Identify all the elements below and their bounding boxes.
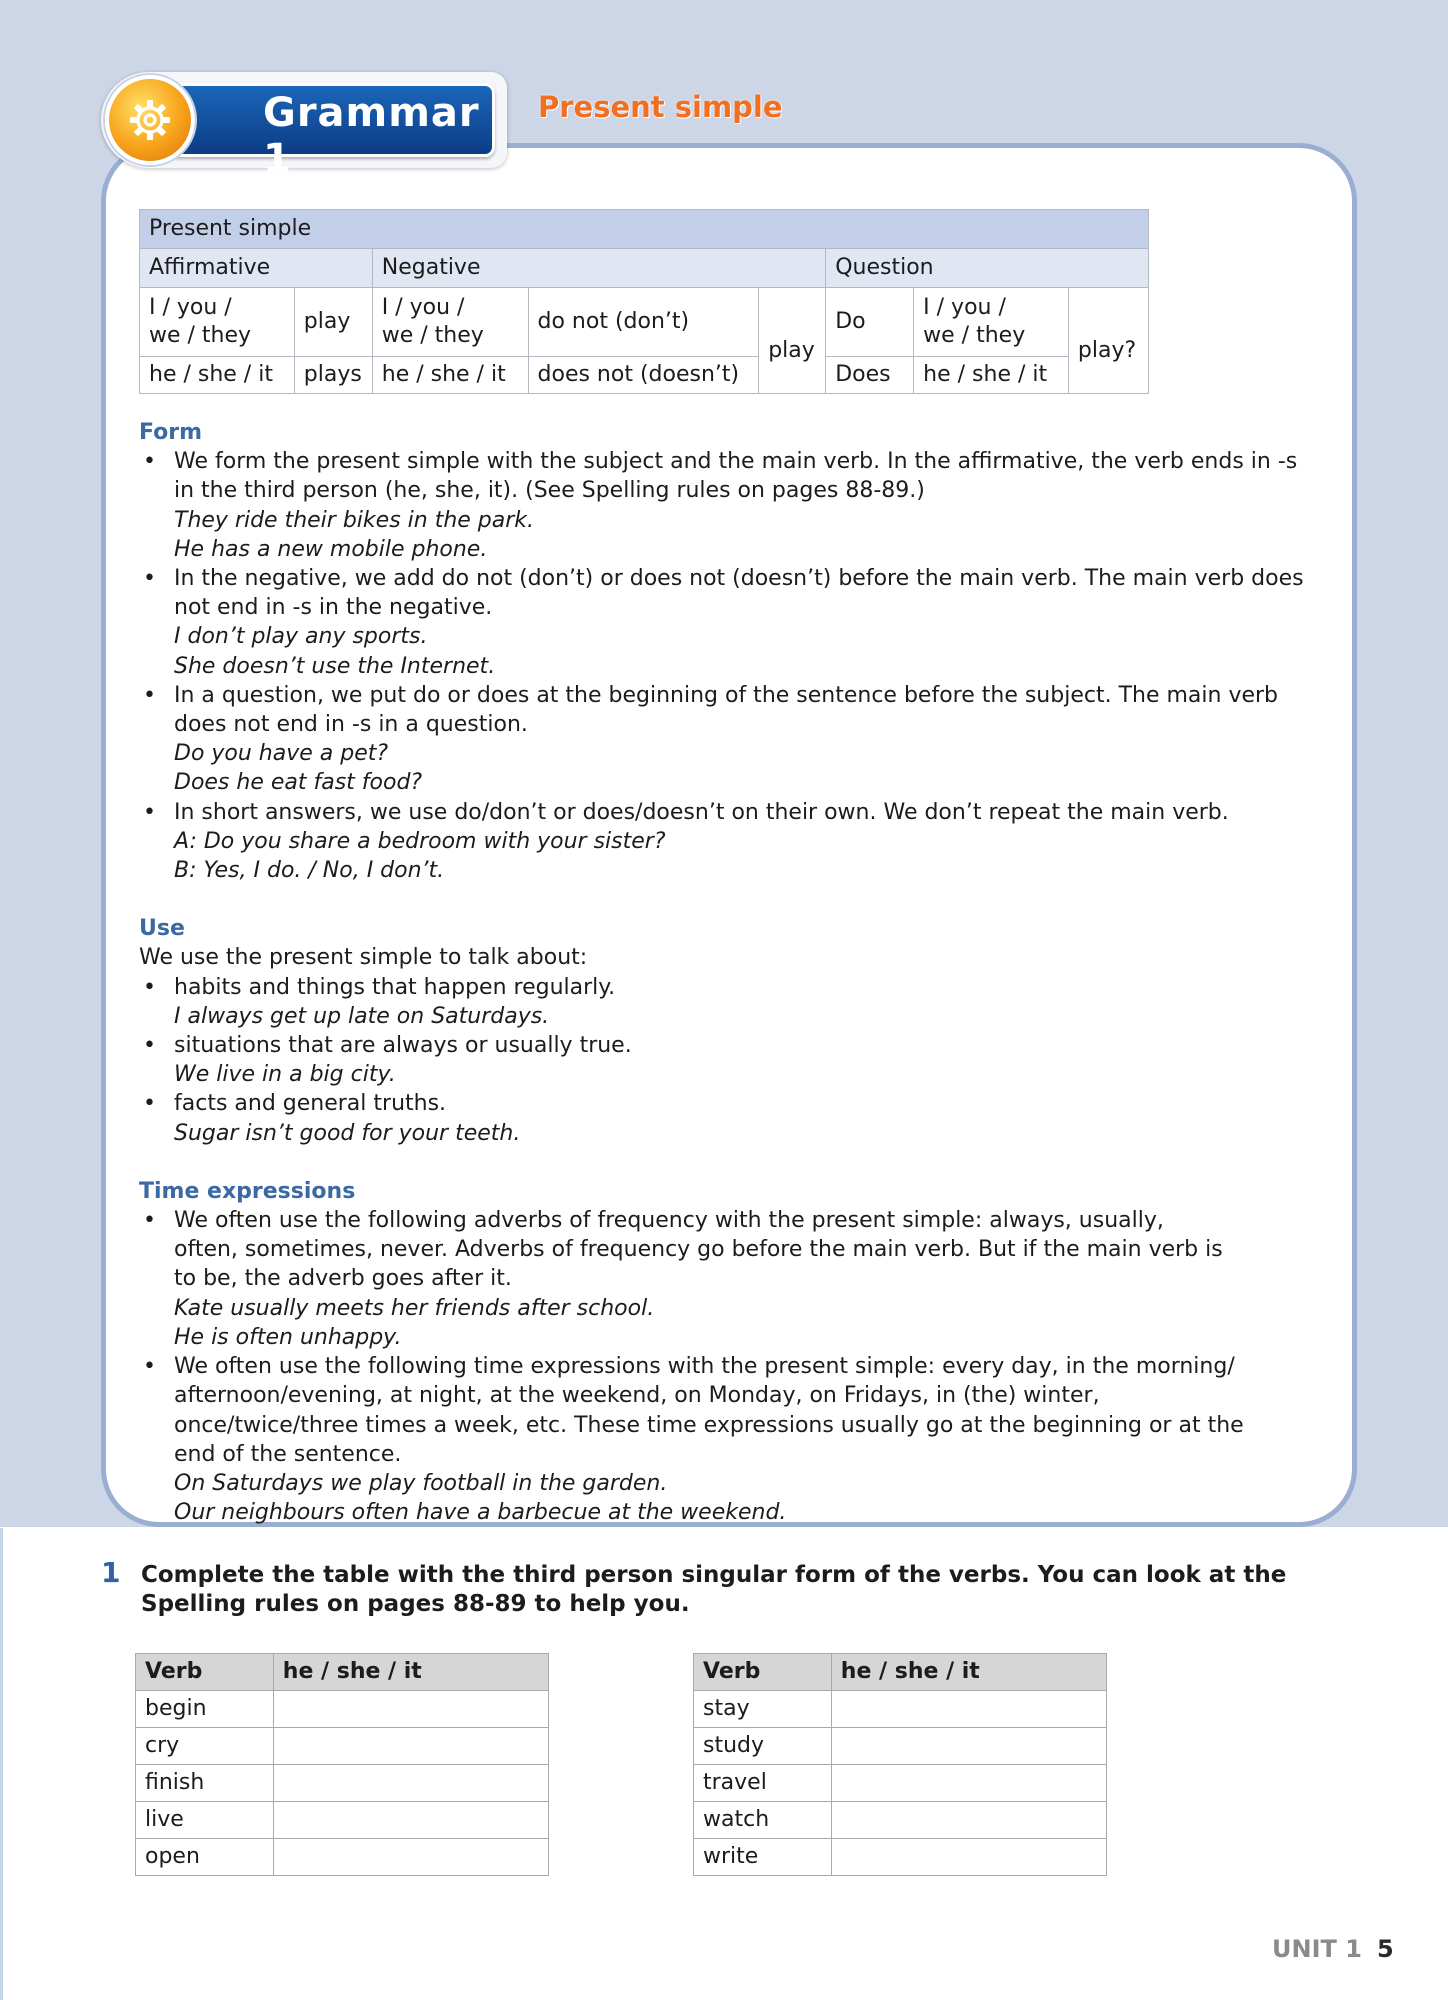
aff-verb-1: play xyxy=(294,288,372,357)
use-bullet-2: • situations that are always or usually true. xyxy=(139,1031,1309,1060)
page-edge-line xyxy=(0,1528,3,2000)
form-bullet-1: • We form the present simple with the subject and the main verb. In the affirmative, the verb ends in -s in the third person (he, she, it). (See Spelling rules on pages 88-89.) xyxy=(139,447,1309,505)
col-he-she-it: he / she / it xyxy=(273,1654,548,1691)
table-row xyxy=(136,1839,549,1876)
grammar-explanation xyxy=(139,418,1309,1527)
form-example: They ride their bikes in the park. xyxy=(174,507,535,533)
q-aux-1: Do xyxy=(826,288,914,357)
verb-cell: open xyxy=(136,1839,274,1876)
time-example: Kate usually meets her friends after school. xyxy=(174,1295,655,1321)
time-example: On Saturdays we play football in the garden. xyxy=(174,1470,668,1496)
answer-cell[interactable] xyxy=(831,1839,1106,1876)
table-row xyxy=(136,1802,549,1839)
time-heading: Time expressions xyxy=(139,1178,356,1204)
verb-cell: begin xyxy=(136,1691,274,1728)
table-row xyxy=(136,1765,549,1802)
table-row xyxy=(136,1691,549,1728)
answer-cell[interactable] xyxy=(273,1691,548,1728)
badge-title: Grammar 1 xyxy=(263,90,480,182)
use-heading: Use xyxy=(139,916,185,942)
verb-cell: travel xyxy=(694,1765,832,1802)
page-number: 5 xyxy=(1377,1935,1394,1963)
neg-aux-1: do not (don’t) xyxy=(528,288,759,357)
form-bullet-4: • In short answers, we use do/don’t or does/doesn’t on their own. We don’t repeat the main verb. xyxy=(139,798,1309,827)
time-bullet-1: • We often use the following adverbs of frequency with the present simple: always, usually, often, sometimes, never. Adverbs of frequency go before the main verb. But if the main verb is to be, the adverb goes after it. xyxy=(139,1206,1234,1294)
verb-cell: live xyxy=(136,1802,274,1839)
answer-cell[interactable] xyxy=(273,1728,548,1765)
verb-cell: study xyxy=(694,1728,832,1765)
col-verb: Verb xyxy=(136,1654,274,1691)
table-title: Present simple xyxy=(140,210,1149,249)
table-row xyxy=(136,1728,549,1765)
answer-cell[interactable] xyxy=(273,1802,548,1839)
form-example: B: Yes, I do. / No, I don’t. xyxy=(174,858,445,884)
form-example: I don’t play any sports. xyxy=(174,624,428,650)
time-example: He is often unhappy. xyxy=(174,1324,402,1350)
answer-cell[interactable] xyxy=(831,1802,1106,1839)
neg-verb: play xyxy=(759,288,826,394)
gear-icon xyxy=(127,97,173,143)
unit-label: UNIT 1 xyxy=(1272,1935,1362,1963)
aff-verb-2: plays xyxy=(294,357,372,394)
section-subtitle: Present simple xyxy=(538,90,783,124)
q-subject-2: he / she / it xyxy=(914,357,1069,394)
neg-subject-2: he / she / it xyxy=(372,357,528,394)
exercise-instruction: Complete the table with the third person singular form of the verbs. You can look at the Spelling rules on pages 88-89 to help you. xyxy=(141,1562,1287,1617)
form-bullet-2: • In the negative, we add do not (don’t) or does not (doesn’t) before the main verb. The main verb does not end in -s in the negative. xyxy=(139,564,1309,622)
col-verb: Verb xyxy=(694,1654,832,1691)
answer-cell[interactable] xyxy=(273,1765,548,1802)
answer-cell[interactable] xyxy=(831,1765,1106,1802)
form-example: She doesn’t use the Internet. xyxy=(174,653,496,679)
table-row xyxy=(694,1728,1107,1765)
use-example: Sugar isn’t good for your teeth. xyxy=(174,1120,521,1146)
verb-cell: cry xyxy=(136,1728,274,1765)
verb-cell: stay xyxy=(694,1691,832,1728)
verb-cell: finish xyxy=(136,1765,274,1802)
verb-cell: write xyxy=(694,1839,832,1876)
exercise-table-left xyxy=(135,1653,549,1876)
answer-cell[interactable] xyxy=(831,1691,1106,1728)
form-example: A: Do you share a bedroom with your sister? xyxy=(174,828,666,854)
use-example: I always get up late on Saturdays. xyxy=(174,1003,550,1029)
answer-cell[interactable] xyxy=(831,1728,1106,1765)
time-example: Our neighbours often have a barbecue at the weekend. xyxy=(174,1500,787,1526)
time-bullet-2: • We often use the following time expressions with the present simple: every day, in the morning/ afternoon/evening, at night, at the weekend, on Monday, on Fridays, in (the) winter, once/twice/three times a week, etc. These time expressions usually go at the beginning or at the end of the sentence. xyxy=(139,1352,1284,1469)
q-aux-2: Does xyxy=(826,357,914,394)
use-bullet-1: • habits and things that happen regularly. xyxy=(139,973,1309,1002)
table-row xyxy=(694,1765,1107,1802)
use-intro: We use the present simple to talk about: xyxy=(139,945,588,971)
exercise-number: 1 xyxy=(101,1556,121,1589)
exercise-table-right xyxy=(693,1653,1107,1876)
form-example: Do you have a pet? xyxy=(174,741,389,767)
form-heading: Form xyxy=(139,420,203,445)
form-example: Does he eat fast food? xyxy=(174,770,423,796)
aff-subject-1: I / you / we / they xyxy=(140,288,295,357)
aff-subject-2: he / she / it xyxy=(140,357,295,394)
table-row xyxy=(694,1691,1107,1728)
answer-cell[interactable] xyxy=(273,1839,548,1876)
badge-circle xyxy=(105,75,195,165)
use-example: We live in a big city. xyxy=(174,1062,396,1088)
col-negative: Negative xyxy=(372,249,825,288)
col-affirmative: Affirmative xyxy=(140,249,373,288)
col-he-she-it: he / she / it xyxy=(831,1654,1106,1691)
table-row xyxy=(694,1839,1107,1876)
neg-aux-2: does not (doesn’t) xyxy=(528,357,759,394)
q-verb: play? xyxy=(1068,288,1148,394)
grammar-badge xyxy=(101,72,507,182)
table-row xyxy=(694,1802,1107,1839)
use-bullet-3: • facts and general truths. xyxy=(139,1089,1309,1118)
form-bullet-3: • In a question, we put do or does at the beginning of the sentence before the subject. The main verb does not end in -s in a question. xyxy=(139,681,1309,739)
form-example: He has a new mobile phone. xyxy=(174,536,488,562)
present-simple-table xyxy=(139,209,1149,394)
q-subject-1: I / you / we / they xyxy=(914,288,1069,357)
neg-subject-1: I / you / we / they xyxy=(372,288,528,357)
verb-cell: watch xyxy=(694,1802,832,1839)
col-question: Question xyxy=(826,249,1149,288)
